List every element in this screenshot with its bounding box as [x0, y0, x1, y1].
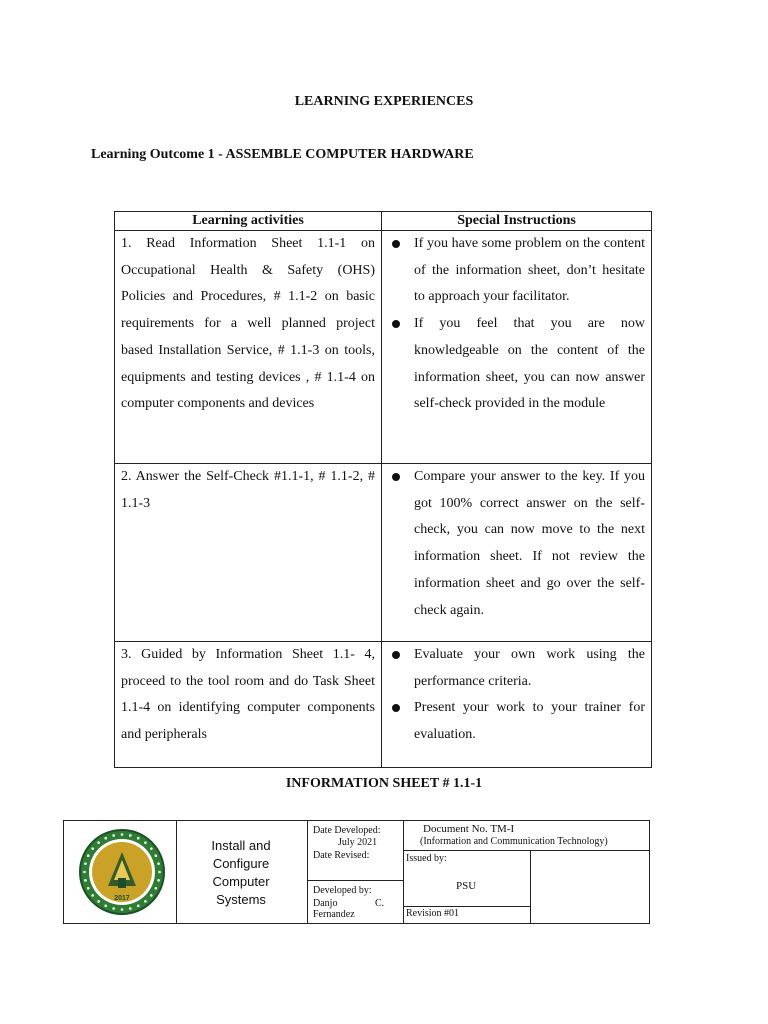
divider [403, 850, 650, 851]
seal-icon [78, 828, 166, 916]
instruction-item: Evaluate your own work using the performance criteria. [388, 642, 645, 695]
document-number: Document No. TM-I [423, 823, 515, 835]
seal-dot [112, 834, 115, 837]
divider [307, 821, 308, 923]
divider [530, 850, 531, 923]
seal-dot [112, 907, 115, 910]
seal-year: 2017 [114, 895, 130, 902]
seal-dot [91, 847, 94, 850]
column-header-instructions: Special Instructions [382, 212, 652, 231]
instruction-item: If you feel that you are now knowledgeable on the content of the information sheet, you can now answer self-check provided in the module [388, 311, 645, 418]
divider [307, 880, 403, 881]
seal-dot [84, 879, 87, 882]
instructions-cell [382, 642, 652, 768]
table-row [115, 231, 652, 464]
bullet-icon [392, 651, 400, 659]
seal-dot [129, 834, 132, 837]
column-header-activities: Learning activities [115, 212, 382, 231]
revision-number: Revision #01 [406, 908, 460, 919]
seal-dot [121, 833, 124, 836]
divider [403, 906, 530, 907]
activity-cell: 1. Read Information Sheet 1.1-1 on Occupational Health & Safety (OHS) Policies and Procedures, # 1.1-2 on basic requirements for a well planned project based Installation Service, # 1.1-3 on tools, equipments and testing devices , # 1.1-4 on computer components and devices [115, 231, 382, 464]
instructions-cell [382, 231, 652, 464]
activity-cell: 2. Answer the Self-Check #1.1-1, # 1.1-2, # 1.1-3 [115, 464, 382, 642]
seal-dot [158, 871, 161, 874]
seal-dot [144, 841, 147, 844]
seal-dot [157, 879, 160, 882]
seal-dot [104, 904, 107, 907]
date-developed-label: Date Developed: [313, 825, 381, 836]
seal-dot [83, 871, 86, 874]
issued-by-label: Issued by: [406, 853, 447, 864]
seal-dot [97, 841, 100, 844]
instruction-item: Compare your answer to the key. If you got 100% correct answer on the self-check, you can now move to the next information sheet. If not review the information sheet and go over the self-check again. [388, 464, 645, 624]
seal-dot [137, 837, 140, 840]
seal-dot [150, 847, 153, 850]
learning-outcome: Learning Outcome 1 - ASSEMBLE COMPUTER HARDWARE [91, 147, 474, 162]
activity-cell: 3. Guided by Information Sheet 1.1- 4, proceed to the tool room and do Task Sheet 1.1-4 on identifying computer components and peripherals [115, 642, 382, 768]
course-title: Install and Configure Computer Systems [211, 838, 271, 907]
seal-dot [137, 904, 140, 907]
learning-activities-table [114, 211, 652, 768]
seal-dot [154, 887, 157, 890]
divider [403, 821, 404, 923]
bullet-icon [392, 704, 400, 712]
document-footer [63, 820, 650, 924]
seal-dot [129, 907, 132, 910]
instruction-item: Present your work to your trainer for evaluation. [388, 695, 645, 748]
seal-dot [144, 900, 147, 903]
organization-seal-logo [78, 828, 166, 916]
bullet-icon [392, 473, 400, 481]
table-row [115, 464, 652, 642]
seal-dot [91, 894, 94, 897]
instructions-cell [382, 464, 652, 642]
date-developed-value: July 2021 [338, 837, 378, 848]
seal-dot [150, 894, 153, 897]
table-header-row [115, 212, 652, 231]
table-row [115, 642, 652, 768]
date-revised-label: Date Revised: [313, 850, 370, 861]
instruction-item: If you have some problem on the content of the information sheet, don’t hesitate to approach your facilitator. [388, 231, 645, 311]
bullet-icon [392, 240, 400, 248]
seal-dot [157, 862, 160, 865]
document-subject: (Information and Communication Technology) [420, 836, 608, 847]
seal-dot [104, 837, 107, 840]
divider [176, 821, 177, 923]
developer-name: Danjo C. Fernandez [313, 898, 387, 920]
seal-dot [87, 854, 90, 857]
seal-dot [97, 900, 100, 903]
seal-dot [84, 862, 87, 865]
seal-dot [121, 908, 124, 911]
issued-by-value: PSU [456, 880, 477, 892]
seal-dot [87, 887, 90, 890]
information-sheet-title: INFORMATION SHEET # 1.1-1 [285, 776, 483, 791]
page-title: LEARNING EXPERIENCES [294, 94, 474, 109]
seal-dot [154, 854, 157, 857]
bullet-icon [392, 320, 400, 328]
developed-by-label: Developed by: [313, 885, 372, 896]
